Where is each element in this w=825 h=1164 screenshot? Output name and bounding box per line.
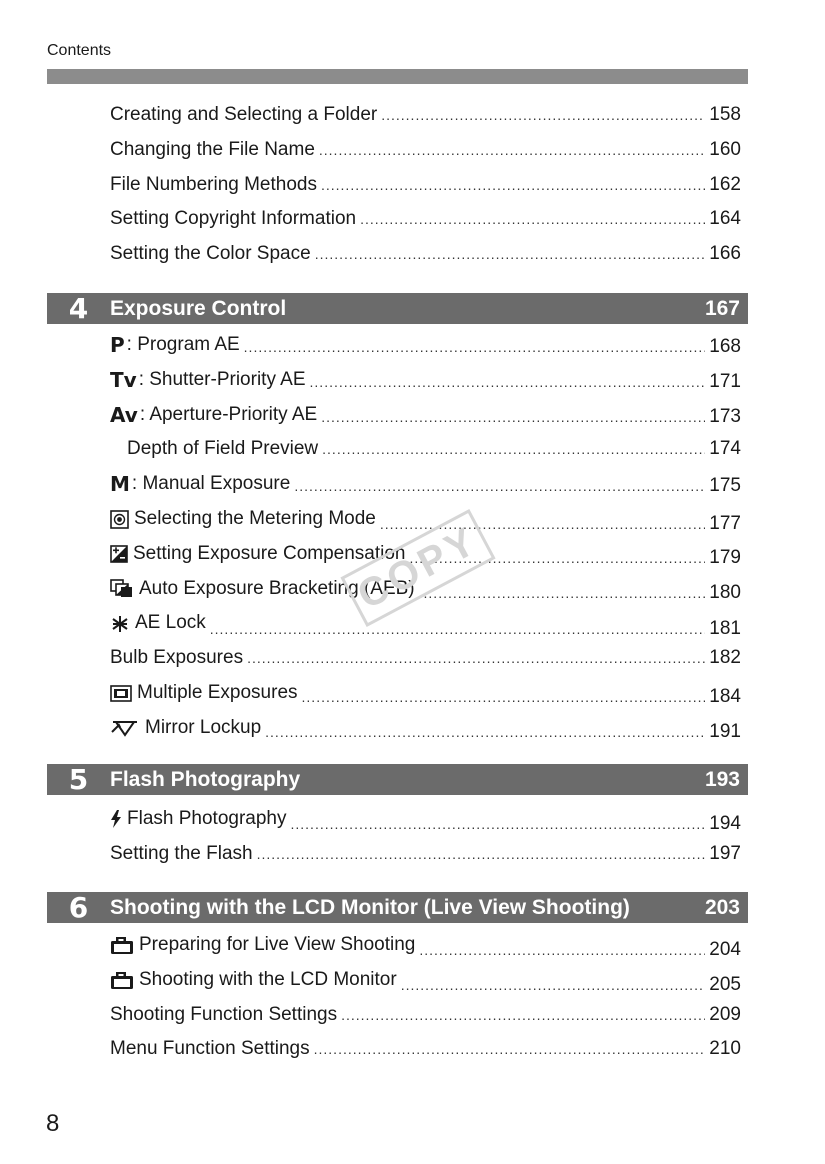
leader-dots bbox=[322, 432, 705, 467]
toc-entry-page: 179 bbox=[709, 547, 741, 569]
toc-entry-page: 184 bbox=[709, 685, 741, 707]
toc-entry[interactable] bbox=[110, 711, 741, 746]
toc-entry[interactable] bbox=[110, 328, 741, 363]
leader-dots bbox=[315, 237, 706, 272]
toc-entry-label: Flash Photography bbox=[127, 808, 287, 829]
chapter-heading-4[interactable] bbox=[47, 293, 748, 324]
toc-entry-page: 164 bbox=[709, 208, 741, 230]
toc-entry-label: Preparing for Live View Shooting bbox=[139, 934, 416, 955]
copy-watermark: COPY bbox=[340, 509, 495, 627]
toc-entry-page: 205 bbox=[709, 973, 741, 995]
toc-entry-label: Multiple Exposures bbox=[137, 681, 298, 703]
exposure-compensation-icon bbox=[110, 545, 128, 563]
toc-entry-label: : Manual Exposure bbox=[131, 473, 291, 495]
program-mode-icon: P bbox=[110, 333, 125, 357]
shutter-priority-icon: Tv bbox=[110, 367, 137, 392]
toc-entry-label: Bulb Exposures bbox=[110, 647, 244, 669]
toc-entry-label: Creating and Selecting a Folder bbox=[110, 104, 378, 125]
toc-entry[interactable] bbox=[110, 676, 741, 711]
toc-entry-label: Setting the Color Space bbox=[110, 243, 311, 265]
toc-entry-page: 171 bbox=[709, 370, 741, 392]
toc-entry-page: 204 bbox=[709, 938, 741, 960]
chapter-title: Flash Photography bbox=[110, 767, 301, 791]
toc-entry-page: 191 bbox=[709, 721, 741, 743]
toc-entry-page: 173 bbox=[709, 405, 741, 427]
toc-entry-page: 209 bbox=[709, 1003, 741, 1025]
chapter-page: 203 bbox=[704, 895, 740, 919]
toc-entry[interactable] bbox=[110, 168, 741, 203]
leader-dots bbox=[341, 998, 705, 1033]
camera-icon bbox=[110, 971, 134, 990]
chapter-title: Shooting with the LCD Monitor (Live View Shooting) bbox=[110, 895, 630, 919]
toc-section-chapter-5 bbox=[110, 802, 741, 872]
toc-section-continued bbox=[110, 98, 741, 272]
toc-entry[interactable] bbox=[110, 398, 741, 433]
multiple-exposure-icon bbox=[110, 685, 132, 702]
toc-entry-page: 166 bbox=[709, 243, 741, 265]
metering-icon bbox=[110, 510, 129, 529]
leader-dots bbox=[419, 576, 706, 611]
toc-entry-page: 181 bbox=[709, 617, 741, 639]
toc-entry[interactable] bbox=[110, 202, 741, 237]
toc-entry[interactable] bbox=[110, 963, 741, 998]
header-rule bbox=[47, 69, 748, 84]
toc-entry[interactable] bbox=[110, 237, 741, 272]
toc-entry-label: AE Lock bbox=[135, 612, 206, 634]
leader-dots bbox=[265, 715, 705, 750]
leader-dots bbox=[381, 98, 705, 133]
toc-entry-label: Menu Function Settings bbox=[110, 1038, 310, 1060]
aperture-priority-icon: Av bbox=[110, 402, 138, 427]
toc-entry-label: Depth of Field Preview bbox=[127, 438, 319, 460]
toc-entry-label: Shooting Function Settings bbox=[110, 1003, 338, 1025]
toc-entry-label: : Aperture-Priority AE bbox=[139, 403, 318, 425]
toc-entry-label: Setting Copyright Information bbox=[110, 208, 357, 230]
toc-entry-page: 158 bbox=[709, 104, 741, 125]
toc-entry[interactable] bbox=[110, 1032, 741, 1067]
toc-entry-page: 177 bbox=[709, 512, 741, 534]
page-number: 8 bbox=[46, 1110, 60, 1137]
toc-entry-label: Shooting with the LCD Monitor bbox=[139, 968, 397, 990]
toc-entry-label: Mirror Lockup bbox=[145, 716, 262, 738]
running-header: Contents bbox=[47, 42, 112, 59]
leader-dots bbox=[321, 168, 705, 203]
toc-entry-label: Setting the Flash bbox=[110, 842, 253, 864]
toc-entry-label: Setting Exposure Compensation bbox=[133, 542, 406, 564]
flash-icon bbox=[110, 809, 122, 829]
toc-entry-label: Selecting the Metering Mode bbox=[134, 507, 376, 529]
toc-entry[interactable] bbox=[110, 998, 741, 1033]
toc-entry[interactable] bbox=[110, 802, 741, 837]
leader-dots bbox=[360, 202, 705, 237]
chapter-page: 193 bbox=[704, 767, 740, 791]
toc-entry-label: Auto Exposure Bracketing (AEB) bbox=[139, 577, 415, 599]
toc-entry[interactable] bbox=[110, 363, 741, 398]
toc-entry-page: 180 bbox=[709, 582, 741, 604]
mirror-lockup-icon bbox=[110, 719, 140, 737]
leader-dots bbox=[247, 641, 705, 676]
chapter-page: 167 bbox=[704, 296, 740, 320]
toc-entry-label: : Shutter-Priority AE bbox=[138, 368, 306, 390]
toc-entry-page: 194 bbox=[709, 813, 741, 835]
toc-entry-label: File Numbering Methods bbox=[110, 173, 317, 195]
leader-dots bbox=[314, 1032, 706, 1067]
toc-entry-page: 174 bbox=[709, 438, 741, 460]
leader-dots bbox=[321, 400, 705, 435]
leader-dots bbox=[257, 837, 706, 872]
toc-entry[interactable] bbox=[110, 837, 741, 872]
toc-entry-label: Changing the File Name bbox=[110, 138, 315, 160]
ae-lock-icon bbox=[110, 614, 130, 634]
leader-dots bbox=[244, 330, 706, 365]
toc-entry-page: 168 bbox=[709, 336, 741, 357]
camera-icon bbox=[110, 936, 134, 955]
toc-entry-label: : Program AE bbox=[126, 334, 240, 355]
toc-entry-page: 182 bbox=[709, 647, 741, 669]
manual-mode-icon: M bbox=[110, 472, 130, 497]
toc-entry[interactable] bbox=[110, 606, 741, 641]
toc-entry[interactable] bbox=[110, 928, 741, 963]
toc-entry[interactable] bbox=[110, 98, 741, 133]
toc-entry[interactable] bbox=[110, 467, 741, 502]
chapter-number: 4 bbox=[68, 292, 89, 325]
toc-entry[interactable] bbox=[110, 432, 741, 467]
toc-section-chapter-6 bbox=[110, 928, 741, 1067]
leader-dots bbox=[319, 133, 705, 168]
leader-dots bbox=[294, 469, 705, 504]
toc-entry[interactable] bbox=[110, 641, 741, 676]
toc-entry-page: 175 bbox=[709, 475, 741, 497]
leader-dots bbox=[310, 365, 706, 400]
chapter-title: Exposure Control bbox=[110, 296, 287, 320]
leader-dots bbox=[302, 680, 706, 715]
leader-dots bbox=[419, 933, 705, 968]
chapter-heading-6[interactable] bbox=[47, 892, 748, 923]
toc-entry[interactable] bbox=[110, 133, 741, 168]
chapter-number: 5 bbox=[68, 763, 89, 796]
toc-entry-page: 197 bbox=[709, 842, 741, 864]
toc-entry-page: 160 bbox=[709, 138, 741, 160]
toc-entry-page: 162 bbox=[709, 173, 741, 195]
chapter-heading-5[interactable] bbox=[47, 764, 748, 795]
aeb-icon bbox=[110, 579, 134, 598]
chapter-number: 6 bbox=[68, 891, 89, 924]
toc-entry-page: 210 bbox=[709, 1038, 741, 1060]
